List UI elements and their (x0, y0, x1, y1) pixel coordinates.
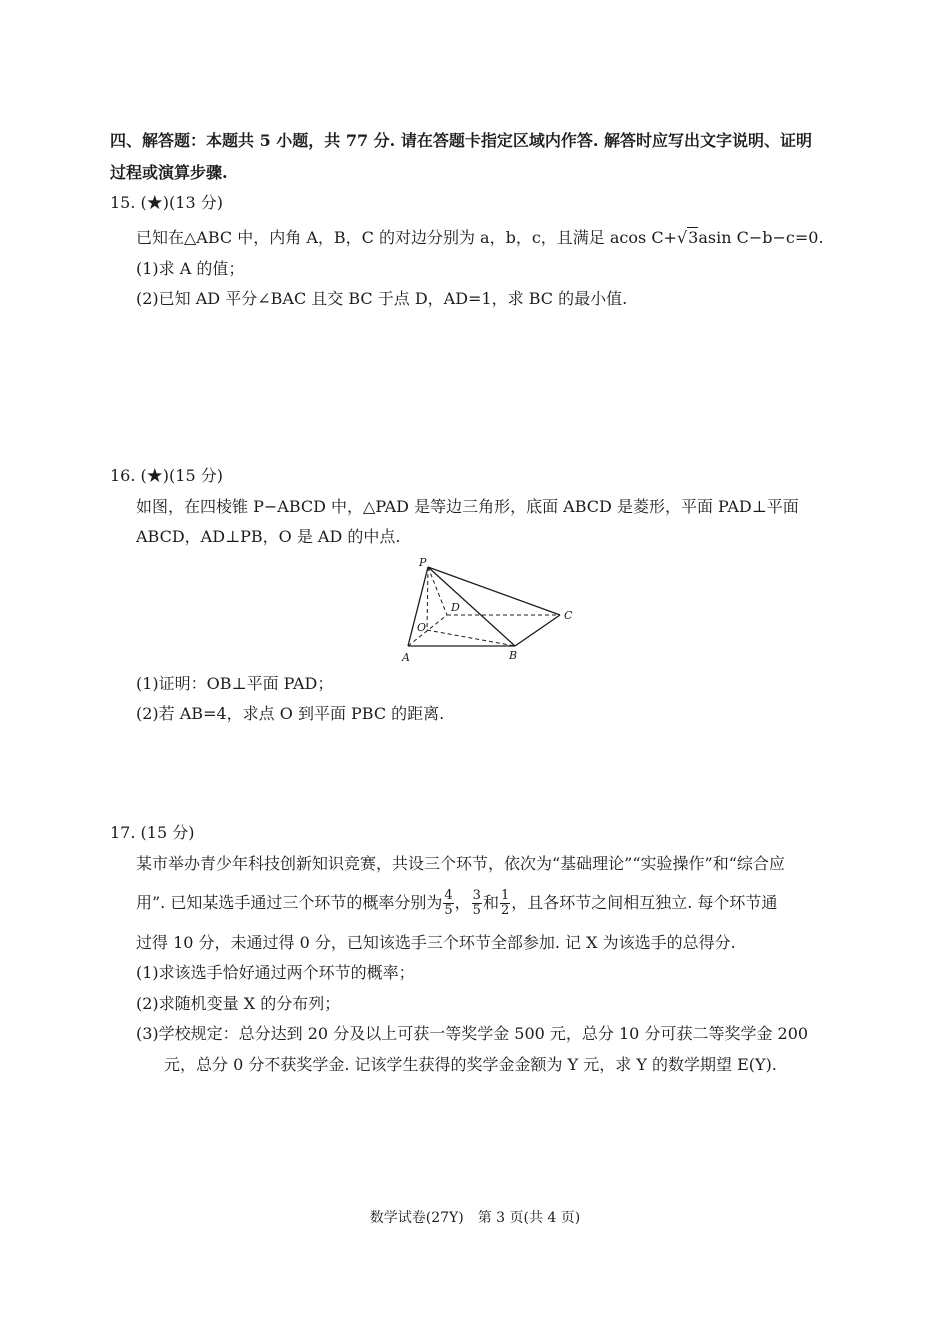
page-footer: 数学试卷(27Y) 第 3 页(共 4 页) (369, 1210, 581, 1226)
q17-stem-2 (136, 888, 777, 918)
q15-stem (136, 227, 824, 249)
q16-part1: (1)证明：OB⊥平面 PAD； (136, 674, 334, 693)
label-a: A (402, 651, 410, 664)
q17-stem-2b: ， (454, 893, 471, 912)
q15-stem-b: asin C−b−c=0. (698, 228, 824, 247)
q16-stem-1: 如图，在四棱锥 P−ABCD 中，△PAD 是等边三角形，底面 ABCD 是菱形，平面 PAD⊥平面 (136, 497, 799, 516)
q15-part1: (1)求 A 的值； (136, 259, 245, 278)
q17-part1: (1)求该选手恰好通过两个环节的概率； (136, 963, 415, 982)
fraction-denominator: 5 (472, 903, 481, 918)
label-d: D (451, 601, 460, 614)
fraction-4-5 (443, 889, 453, 918)
edge-pa (408, 567, 428, 646)
q15-stem-a: 已知在△ABC 中，内角 A，B，C 的对边分别为 a，b，c，且满足 acos C+ (136, 228, 677, 247)
fraction-denominator: 5 (444, 903, 453, 918)
fraction-numerator: 4 (444, 888, 453, 903)
q17-stem-3: 过得 10 分，未通过得 0 分，已知该选手三个环节全部参加. 记 X 为该选手的总得分. (136, 933, 736, 952)
edge-bc (515, 615, 560, 646)
q15-part2: (2)已知 AD 平分∠BAC 且交 BC 于点 D，AD=1，求 BC 的最小值. (136, 289, 628, 308)
sqrt-sign: √ (676, 228, 688, 247)
edge-pd-hidden (428, 567, 447, 615)
fraction-1-2 (500, 889, 510, 918)
fraction-denominator: 2 (500, 903, 510, 918)
q17-stem-2a: 用”. 已知某选手通过三个环节的概率分别为 (136, 893, 443, 912)
q16-heading: 16. (★)(15 分) (110, 466, 223, 485)
fraction-3-5 (472, 889, 482, 918)
q16-part2: (2)若 AB=4，求点 O 到平面 PBC 的距离. (136, 704, 445, 723)
label-b: B (509, 649, 518, 662)
q17-part3-line-1: (3)学校规定：总分达到 20 分及以上可获一等奖学金 500 元，总分 10 分可获二等奖学金 200 (136, 1024, 809, 1043)
q17-part2: (2)求随机变量 X 的分布列； (136, 994, 341, 1013)
edge-pb (428, 567, 515, 646)
q16-stem-2: ABCD，AD⊥PB，O 是 AD 的中点. (136, 527, 401, 546)
q17-heading: 17. (15 分) (110, 823, 195, 842)
section-header-line-2: 过程或演算步骤. (110, 163, 228, 182)
q15-sqrt-arg: 3 (688, 228, 699, 247)
label-p: P (419, 556, 427, 569)
q17-part3-line-2: 元，总分 0 分不获奖学金. 记该学生获得的奖学金金额为 Y 元，求 Y 的数学期望 E(Y). (164, 1055, 777, 1074)
fraction-numerator: 3 (472, 888, 481, 903)
pyramid-figure (395, 555, 595, 670)
section-header-line-1: 四、解答题：本题共 5 小题，共 77 分. 请在答题卡指定区域内作答. 解答时应写出文字说明、证明 (110, 131, 812, 150)
label-o: O (417, 621, 427, 634)
fraction-numerator: 1 (500, 888, 510, 903)
edge-pc (428, 567, 560, 615)
q15-heading: 15. (★)(13 分) (110, 193, 223, 212)
q17-stem-2c: 和 (482, 893, 499, 912)
label-c: C (564, 609, 573, 622)
edge-po-hidden (427, 567, 428, 630)
q17-stem-1: 某市举办青少年科技创新知识竞赛，共设三个环节，依次为“基础理论”“实验操作”和“综合应 (136, 854, 785, 873)
edge-ob-hidden (427, 630, 515, 646)
q17-stem-2d: ，且各环节之间相互独立. 每个环节通 (511, 893, 778, 912)
